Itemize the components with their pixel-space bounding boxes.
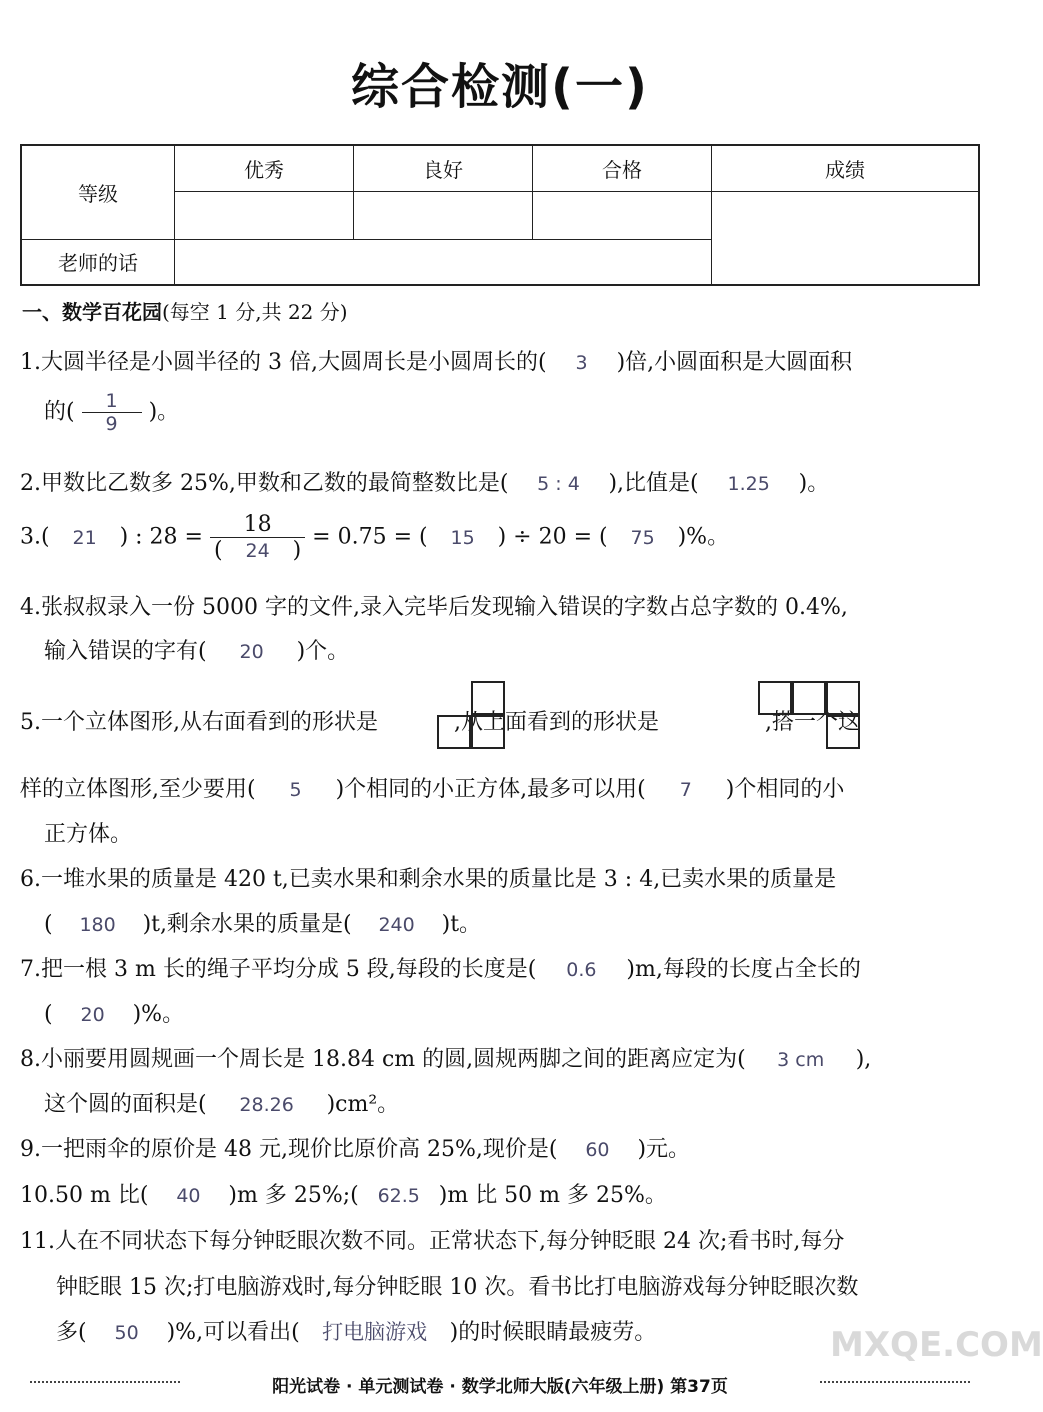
answer-blank[interactable]: 75 (630, 526, 655, 549)
cell-excellent[interactable] (175, 191, 354, 239)
question-6: 6.一堆水果的质量是 420 t,已卖水果和剩余水果的质量比是 3 : 4,已卖水果的质量是 (20, 867, 837, 892)
question-1: 1.大圆半径是小圆半径的 3 倍,大圆周长是小圆周长的( 3 )倍,小圆面积是大圆面积 (20, 350, 853, 375)
fraction: $\frac{18}{( 24 )}$ (210, 512, 305, 563)
question-4-cont: 输入错误的字有( 20 )个。 (44, 639, 350, 664)
grade-label: 等级 (21, 145, 175, 239)
question-5: 5.一个立体图形,从右面看到的形状是 ,从上面看到的形状是 ,搭一个这 (20, 710, 860, 735)
answer-blank[interactable]: 0.6 (566, 959, 597, 981)
question-11-end: 多( 50 )%,可以看出( 打电脑游戏 )的时候眼睛最疲劳。 (56, 1315, 656, 1346)
answer-blank[interactable]: 62.5 (377, 1185, 420, 1207)
section-note: (每空 1 分,共 22 分) (162, 300, 348, 324)
question-11: 11.人在不同状态下每分钟眨眼次数不同。正常状态下,每分钟眨眼 24 次;看书时,每分 (20, 1229, 845, 1254)
answer-blank[interactable]: 20 (80, 1004, 105, 1026)
answer-blank[interactable]: 3 (575, 352, 588, 374)
question-4: 4.张叔叔录入一份 5000 字的文件,录入完毕后发现输入错误的字数占总字数的 0.4%, (20, 595, 848, 620)
col-score: 成绩 (712, 145, 980, 191)
col-pass: 合格 (533, 145, 712, 191)
question-9: 9.一把雨伞的原价是 48 元,现价比原价高 25%,现价是( 60 )元。 (20, 1137, 691, 1162)
question-7-cont: ( 20 )%。 (44, 1002, 185, 1027)
answer-blank[interactable]: 5 (289, 779, 302, 801)
question-10: 10.50 m 比( 40 )m 多 25%;( 62.5 )m 比 50 m 多 25%。 (20, 1183, 667, 1208)
answer-blank[interactable]: 1.25 (727, 473, 770, 495)
question-5-cont: 样的立体图形,至少要用( 5 )个相同的小正方体,最多可以用( 7 )个相同的小 (20, 777, 845, 802)
page-footer: 阳光试卷 · 单元测试卷 · 数学北师大版(六年级上册) 第37页 (272, 1377, 728, 1397)
col-good: 良好 (354, 145, 533, 191)
cell-pass[interactable] (533, 191, 712, 239)
answer-blank[interactable]: 50 (114, 1322, 139, 1344)
answer-blank[interactable]: 20 (239, 641, 264, 663)
answer-blank[interactable]: 5 : 4 (537, 473, 580, 495)
answer-blank[interactable]: 3 cm (777, 1049, 825, 1071)
answer-fraction[interactable]: $\frac{1}{9}$ (82, 390, 142, 435)
question-11-cont: 钟眨眼 15 次;打电脑游戏时,每分钟眨眼 10 次。看书比打电脑游戏每分钟眨眼次数 (56, 1275, 859, 1300)
answer-blank[interactable]: 40 (176, 1185, 201, 1207)
question-1-cont: 的( $\frac{1}{9}$ )。 (44, 390, 180, 435)
answer-blank[interactable]: 21 (72, 526, 97, 549)
answer-blank[interactable]: 28.26 (239, 1094, 294, 1116)
answer-blank[interactable]: 60 (585, 1139, 610, 1161)
answer-blank[interactable]: 7 (679, 779, 692, 801)
question-8: 8.小丽要用圆规画一个周长是 18.84 cm 的圆,圆规两脚之间的距离应定为( 3 cm ), (20, 1047, 872, 1072)
teacher-label: 老师的话 (21, 239, 175, 285)
answer-blank[interactable]: 180 (79, 914, 116, 936)
cell-score[interactable] (712, 191, 980, 285)
watermark-logo: MXQE.COM (830, 1325, 1043, 1365)
cell-good[interactable] (354, 191, 533, 239)
answer-blank[interactable]: 打电脑游戏 (322, 1320, 428, 1344)
question-5-end: 正方体。 (44, 822, 133, 847)
answer-blank[interactable]: 15 (450, 526, 475, 549)
question-7: 7.把一根 3 m 长的绳子平均分成 5 段,每段的长度是( 0.6 )m,每段的长度占全长的 (20, 957, 861, 982)
question-8-cont: 这个圆的面积是( 28.26 )cm²。 (44, 1092, 400, 1117)
page-title: 综合检测(一) (351, 59, 649, 115)
question-3: 3.( 21 ) : 28 = $\frac{18}{( 24 )}$ = 0.75 = ( 15 ) ÷ 20 = ( 75 )%。 (20, 512, 730, 563)
answer-blank[interactable]: 240 (378, 914, 415, 936)
question-2: 2.甲数比乙数多 25%,甲数和乙数的最简整数比是( 5 : 4 ),比值是( 1.25 )。 (20, 471, 830, 496)
teacher-comment-cell[interactable] (175, 239, 712, 285)
grade-table (20, 144, 980, 286)
col-excellent: 优秀 (175, 145, 354, 191)
question-6-cont: ( 180 )t,剩余水果的质量是( 240 )t。 (44, 912, 482, 937)
section-heading: 一、数学百花园(每空 1 分,共 22 分) (22, 300, 348, 324)
answer-blank[interactable]: 24 (245, 540, 270, 562)
